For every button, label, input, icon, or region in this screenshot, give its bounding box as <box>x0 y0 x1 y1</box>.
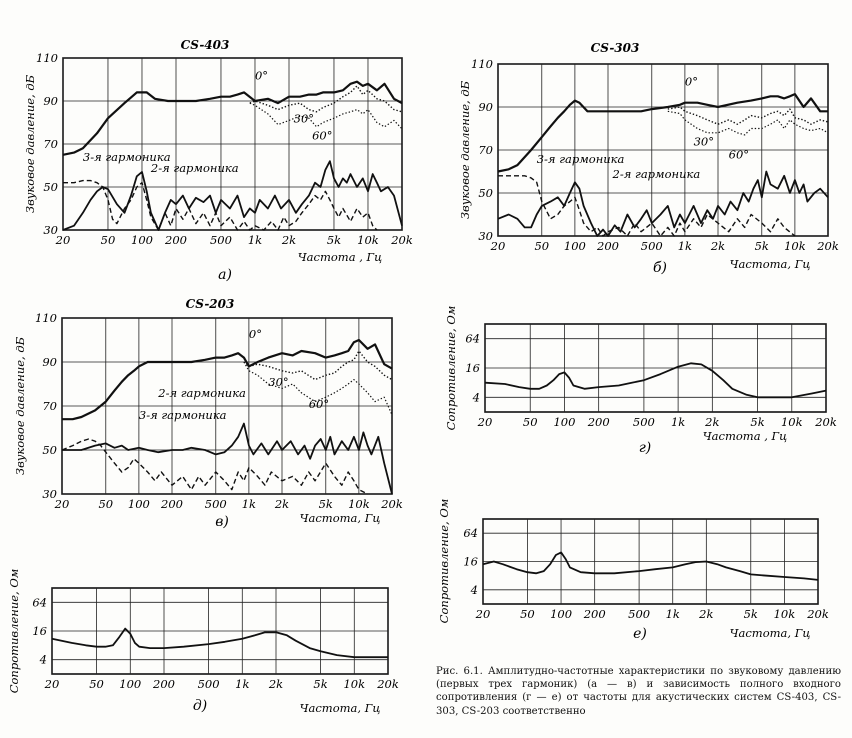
y-tick-label: 90 <box>43 94 58 108</box>
chart-f <box>437 499 829 642</box>
x-tick-label: 1k <box>235 677 250 691</box>
x-tick-label: 500 <box>209 233 232 247</box>
series-annotation: 2-я гармоника <box>158 386 246 401</box>
y-tick-label: 70 <box>478 143 493 157</box>
y-axis-label: Сопротивление, Ом <box>437 498 451 624</box>
x-tick-label: 500 <box>628 607 651 621</box>
x-tick-label: 20k <box>817 239 839 253</box>
y-tick-label: 30 <box>42 487 57 501</box>
x-tick-label: 20 <box>475 607 491 621</box>
x-tick-label: 5k <box>313 677 328 691</box>
x-tick-label: 100 <box>127 497 150 511</box>
series-line <box>498 172 828 237</box>
x-tick-label: 5k <box>318 497 333 511</box>
y-tick-label: 90 <box>42 355 57 369</box>
x-tick-label: 500 <box>204 497 227 511</box>
series-annotation: 30° <box>293 111 315 126</box>
chart-title: CS-203 <box>185 297 235 311</box>
x-tick-label: 2k <box>281 233 297 247</box>
x-tick-label: 5k <box>326 233 342 247</box>
x-axis-label: Частота, Гц <box>729 257 811 271</box>
panel-label: г) <box>638 440 652 456</box>
panel-label: б) <box>652 260 668 276</box>
x-tick-label: 50 <box>522 415 538 429</box>
x-axis-label: Частота, Гц <box>299 511 381 525</box>
x-tick-label: 20k <box>391 233 413 247</box>
x-tick-label: 2k <box>705 415 720 429</box>
series-line <box>62 340 392 419</box>
x-tick-label: 200 <box>587 415 610 429</box>
series-annotation: 2-я гармоника <box>612 166 701 181</box>
x-tick-label: 1k <box>241 497 257 511</box>
y-tick-label: 64 <box>32 595 47 610</box>
y-tick-label: 110 <box>36 51 58 65</box>
x-tick-label: 2k <box>699 607 714 621</box>
y-tick-label: 110 <box>35 311 57 325</box>
x-tick-label: 1k <box>677 239 693 253</box>
x-tick-label: 1k <box>665 607 680 621</box>
y-tick-label: 16 <box>465 361 480 375</box>
x-tick-label: 500 <box>632 415 655 429</box>
panel-label: д) <box>192 698 208 714</box>
x-tick-label: 50 <box>100 233 116 247</box>
x-tick-label: 20 <box>55 233 71 247</box>
chart-title: CS-403 <box>180 38 230 52</box>
series-annotation: 30° <box>268 375 289 390</box>
series-line <box>63 181 377 230</box>
series-annotation: 0° <box>684 74 698 89</box>
y-tick-label: 16 <box>32 624 47 638</box>
y-tick-label: 30 <box>478 229 493 243</box>
x-axis-label: Частота , Гц <box>297 250 383 264</box>
y-tick-label: 4 <box>470 582 478 597</box>
x-tick-label: 10k <box>343 677 366 691</box>
x-tick-label: 10k <box>780 415 803 429</box>
chart-c <box>13 297 403 530</box>
y-axis-label: Сопротивление, Ом <box>444 305 458 431</box>
x-tick-label: 2k <box>710 239 726 253</box>
series-line <box>62 439 368 494</box>
y-tick-label: 50 <box>42 443 57 457</box>
series-annotation: 0° <box>248 326 262 341</box>
x-tick-label: 50 <box>89 677 104 691</box>
x-tick-label: 20k <box>807 607 829 621</box>
y-tick-label: 4 <box>39 652 47 667</box>
x-tick-label: 200 <box>161 497 183 511</box>
x-tick-label: 20 <box>44 677 60 691</box>
y-tick-label: 16 <box>463 554 478 569</box>
x-tick-label: 20k <box>815 415 837 429</box>
x-tick-label: 5k <box>750 415 765 429</box>
y-axis-label: Звуковое давление, дБ <box>13 336 27 476</box>
series-line <box>668 107 828 124</box>
y-tick-label: 50 <box>478 186 493 200</box>
chart-d <box>444 306 837 456</box>
x-tick-label: 10k <box>784 239 806 253</box>
y-axis-label: Звуковое давление, дБ <box>23 74 37 214</box>
x-tick-label: 10k <box>348 497 370 511</box>
x-tick-label: 20k <box>381 497 403 511</box>
x-tick-label: 500 <box>197 677 220 691</box>
series-annotation: 3-я гармоника <box>138 408 227 423</box>
x-tick-label: 100 <box>550 607 573 621</box>
x-tick-label: 20 <box>54 497 70 511</box>
x-axis-label: Частота, Гц <box>299 701 381 715</box>
x-tick-label: 50 <box>520 607 535 621</box>
x-tick-label: 20 <box>477 415 493 429</box>
series-line <box>483 552 818 580</box>
series-annotation: 3-я гармоника <box>536 151 625 166</box>
x-axis-label: Частота , Гц <box>702 429 788 443</box>
x-tick-label: 2k <box>268 677 284 691</box>
x-tick-label: 10k <box>357 233 379 247</box>
x-tick-label: 20 <box>490 239 506 253</box>
x-tick-label: 1k <box>247 233 263 247</box>
x-tick-label: 200 <box>597 239 619 253</box>
x-tick-label: 200 <box>165 233 187 247</box>
x-tick-label: 100 <box>563 239 586 253</box>
chart-b <box>458 41 839 276</box>
series-annotation: 0° <box>254 68 269 83</box>
x-tick-label: 5k <box>754 239 769 253</box>
x-tick-label: 100 <box>553 415 576 429</box>
y-tick-label: 64 <box>463 526 478 541</box>
y-tick-label: 64 <box>465 331 480 346</box>
x-tick-label: 200 <box>583 607 606 621</box>
series-annotation: 3-я гармоника <box>82 150 171 165</box>
y-tick-label: 90 <box>478 100 493 114</box>
x-tick-label: 100 <box>119 677 142 691</box>
x-tick-label: 100 <box>131 233 153 247</box>
x-tick-label: 500 <box>640 239 663 253</box>
y-tick-label: 30 <box>43 223 58 237</box>
series-annotation: 60° <box>312 128 333 143</box>
x-axis-label: Частота, Гц <box>729 626 811 640</box>
y-tick-label: 110 <box>471 57 493 71</box>
y-tick-label: 50 <box>43 180 58 194</box>
figure-caption: Рис. 6.1. Амплитудно-частотные характеристики по звуковому давлению (первых трех гармоник) (а — в) и зависимость полного входного сопротивления (г — е) от частоты для акустических систем CS-403, CS-303, CS-203 соответственно <box>436 666 841 717</box>
y-axis-label: Звуковое давление, дБ <box>458 80 472 220</box>
x-tick-label: 50 <box>98 497 114 511</box>
x-tick-label: 200 <box>153 677 175 691</box>
chart-e <box>7 569 399 715</box>
panel-label: а) <box>218 267 232 283</box>
x-tick-label: 20k <box>377 677 399 691</box>
y-tick-label: 4 <box>472 390 480 405</box>
series-annotation: 30° <box>693 134 714 149</box>
series-annotation: 2-я гармоника <box>150 160 239 175</box>
chart-title: CS-303 <box>590 41 640 55</box>
panel-label: е) <box>633 626 647 642</box>
y-tick-label: 70 <box>43 137 58 151</box>
series-annotation: 60° <box>308 397 330 412</box>
chart-a <box>23 38 413 283</box>
panel-label: в) <box>215 514 229 530</box>
series-line <box>668 111 828 135</box>
x-tick-label: 1k <box>670 415 686 429</box>
series-annotation: 60° <box>728 147 750 162</box>
x-tick-label: 2k <box>274 497 290 511</box>
y-tick-label: 70 <box>42 399 57 413</box>
x-tick-label: 50 <box>534 239 550 253</box>
x-tick-label: 5k <box>743 607 758 621</box>
series-line <box>52 629 388 658</box>
y-axis-label: Сопротивление, Ом <box>7 568 21 694</box>
x-tick-label: 10k <box>773 607 796 621</box>
